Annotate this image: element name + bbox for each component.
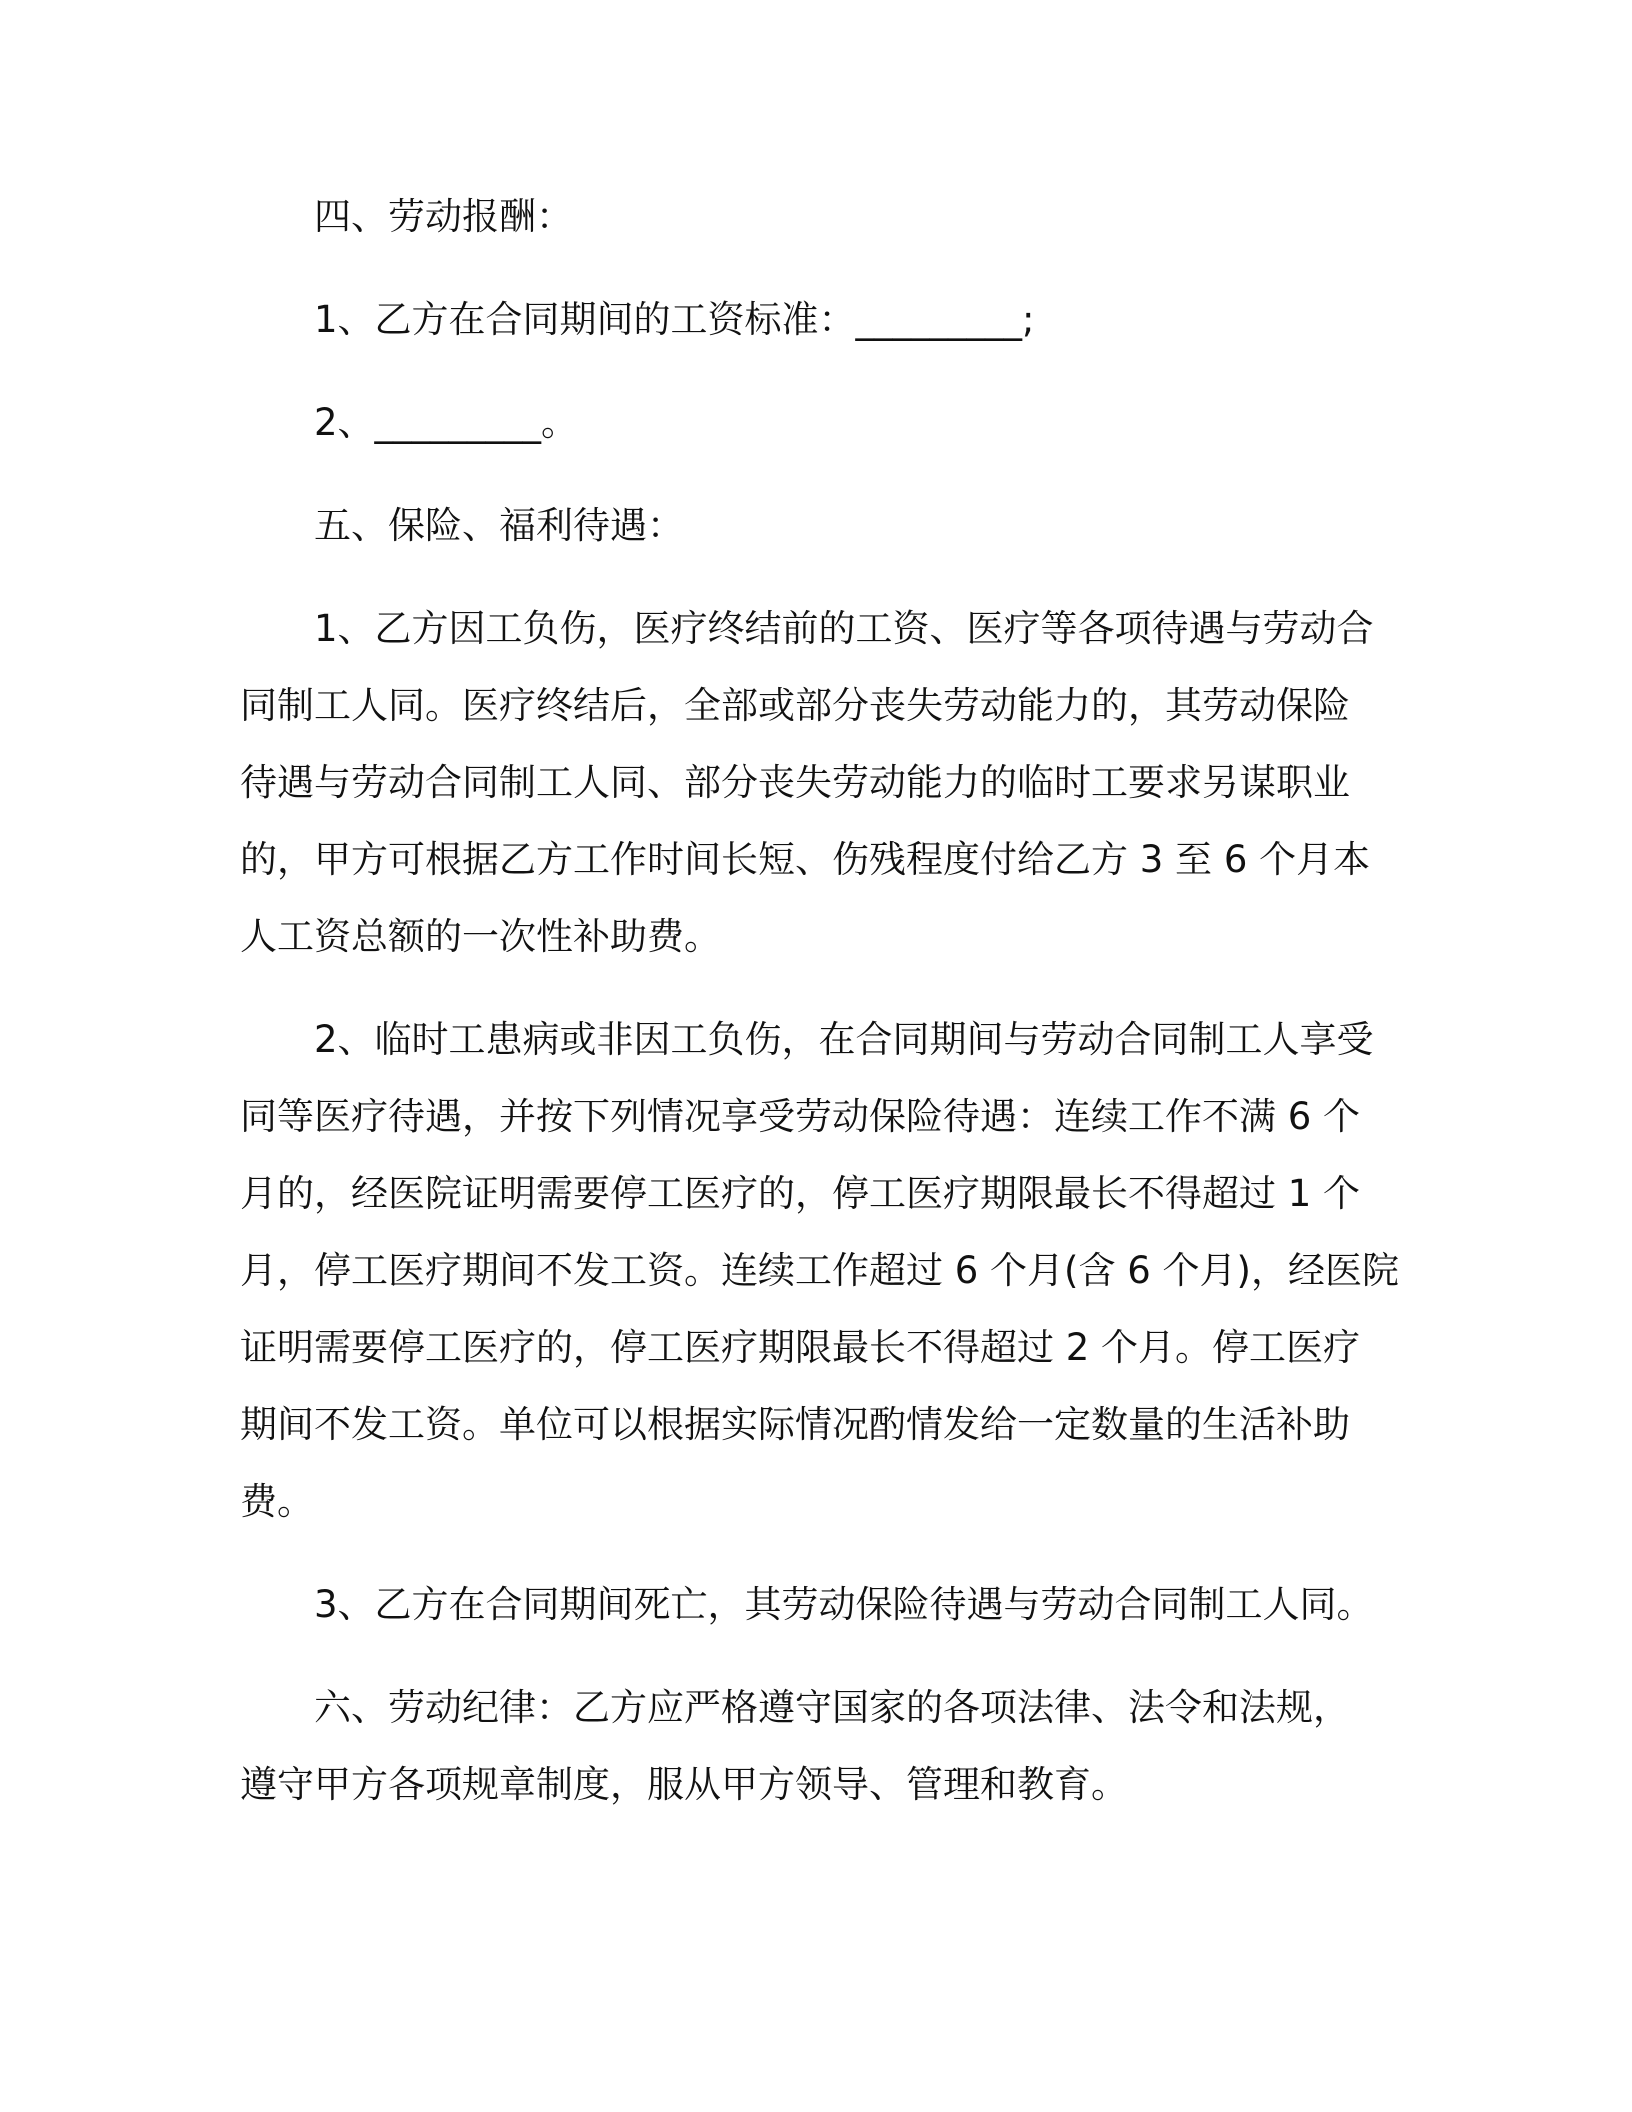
paragraph xyxy=(240,487,1390,564)
text-line: 待遇与劳动合同制工人同、部分丧失劳动能力的临时工要求另谋职业 xyxy=(240,761,1350,804)
text-line: 2、临时工患病或非因工负伤，在合同期间与劳动合同制工人享受 xyxy=(314,1018,1374,1061)
paragraph xyxy=(240,1669,1390,1823)
text-line: 月的，经医院证明需要停工医疗的，停工医疗期限最长不得超过 1 个 xyxy=(240,1172,1361,1215)
text-line: 2、_________。 xyxy=(314,401,579,444)
text-line: 六、劳动纪律：乙方应严格遵守国家的各项法律、法令和法规， xyxy=(314,1686,1350,1729)
text-line: 五、保险、福利待遇： xyxy=(314,504,684,547)
paragraph xyxy=(240,590,1390,975)
text-line: 四、劳动报酬： xyxy=(314,195,573,238)
paragraph xyxy=(240,178,1390,255)
text-line: 期间不发工资。单位可以根据实际情况酌情发给一定数量的生活补助 xyxy=(240,1403,1350,1446)
text-line: 1、乙方在合同期间的工资标准：_________; xyxy=(314,298,1035,341)
paragraph xyxy=(240,1566,1390,1643)
paragraph xyxy=(240,1001,1399,1540)
text-line: 1、乙方因工负伤，医疗终结前的工资、医疗等各项待遇与劳动合 xyxy=(314,607,1374,650)
paragraph xyxy=(240,384,1390,461)
text-line: 的，甲方可根据乙方工作时间长短、伤残程度付给乙方 3 至 6 个月本 xyxy=(240,838,1371,881)
text-line: 3、乙方在合同期间死亡，其劳动保险待遇与劳动合同制工人同。 xyxy=(314,1583,1374,1626)
paragraph xyxy=(240,281,1390,358)
text-line: 遵守甲方各项规章制度，服从甲方领导、管理和教育。 xyxy=(240,1763,1128,1806)
text-line: 同等医疗待遇，并按下列情况享受劳动保险待遇：连续工作不满 6 个 xyxy=(240,1095,1361,1138)
text-line: 同制工人同。医疗终结后，全部或部分丧失劳动能力的，其劳动保险 xyxy=(240,684,1350,727)
text-line: 月，停工医疗期间不发工资。连续工作超过 6 个月(含 6 个月)，经医院 xyxy=(240,1249,1399,1292)
document-page xyxy=(240,178,1399,1849)
text-line: 证明需要停工医疗的，停工医疗期限最长不得超过 2 个月。停工医疗 xyxy=(240,1326,1361,1369)
text-line: 费。 xyxy=(240,1480,314,1523)
text-line: 人工资总额的一次性补助费。 xyxy=(240,915,721,958)
